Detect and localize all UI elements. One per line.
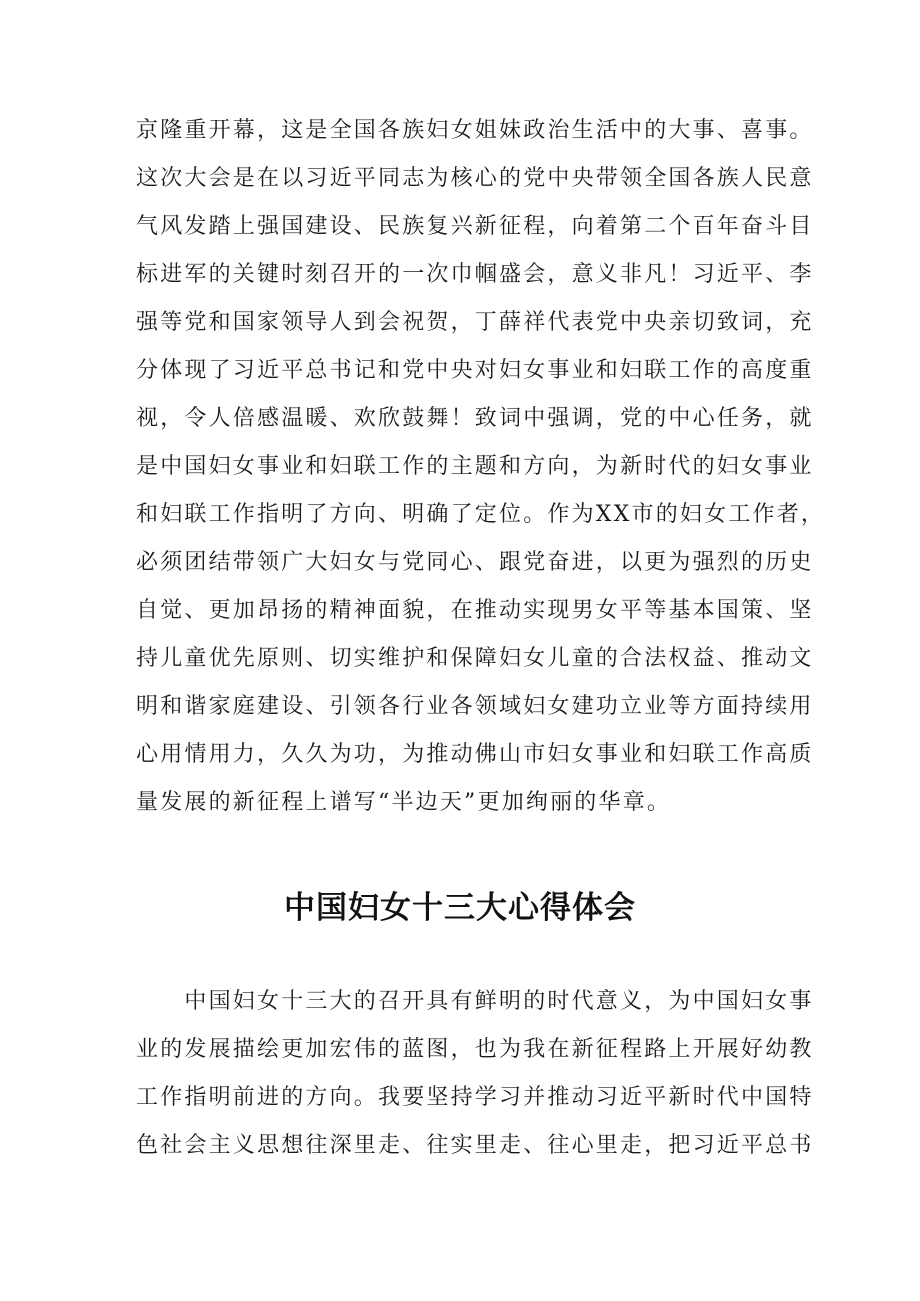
text-line: 自觉、更加昂扬的精神面貌，在推动实现男女平等基本国策、坚 — [136, 598, 814, 623]
text-line: 工作指明前进的方向。我要坚持学习并推动习近平新时代中国特 — [136, 1085, 814, 1110]
text-line: 视，令人倍感温暖、欢欣鼓舞！致词中强调，党的中心任务，就 — [136, 406, 814, 431]
section-heading: 中国妇女十三大心得体会 — [284, 890, 636, 926]
text-line: 中国妇女十三大的召开具有鲜明的时代意义，为中国妇女事 — [136, 989, 814, 1014]
paragraph-continued — [136, 107, 826, 827]
text-line: 是中国妇女事业和妇联工作的主题和方向，为新时代的妇女事业 — [136, 454, 814, 479]
paragraph-body — [136, 978, 814, 1170]
text-line: 强等党和国家领导人到会祝贺，丁薛祥代表党中央亲切致词，充 — [136, 310, 814, 335]
text-line: 分体现了习近平总书记和党中央对妇女事业和妇联工作的高度重 — [136, 358, 814, 383]
text-line: 和妇联工作指明了方向、明确了定位。作为XX市的妇女工作者， — [136, 502, 826, 527]
text-line: 量发展的新征程上谱写“半边天”更加绚丽的华章。 — [136, 790, 672, 815]
text-line: 这次大会是在以习近平同志为核心的党中央带领全国各族人民意 — [136, 166, 814, 191]
text-line: 业的发展描绘更加宏伟的蓝图，也为我在新征程路上开展好幼教 — [136, 1037, 814, 1062]
text-line: 气风发踏上强国建设、民族复兴新征程，向着第二个百年奋斗目 — [136, 214, 814, 239]
text-line: 标进军的关键时刻召开的一次巾帼盛会，意义非凡！习近平、李 — [136, 262, 814, 287]
text-line: 京隆重开幕，这是全国各族妇女姐妹政治生活中的大事、喜事。 — [136, 118, 814, 143]
text-line: 持儿童优先原则、切实维护和保障妇女儿童的合法权益、推动文 — [136, 646, 814, 671]
text-line: 明和谐家庭建设、引领各行业各领域妇女建功立业等方面持续用 — [136, 694, 814, 719]
text-line: 必须团结带领广大妇女与党同心、跟党奋进，以更为强烈的历史 — [136, 550, 814, 575]
text-line: 色社会主义思想往深里走、往实里走、往心里走，把习近平总书 — [136, 1133, 814, 1158]
text-line: 心用情用力，久久为功，为推动佛山市妇女事业和妇联工作高质 — [136, 742, 814, 767]
